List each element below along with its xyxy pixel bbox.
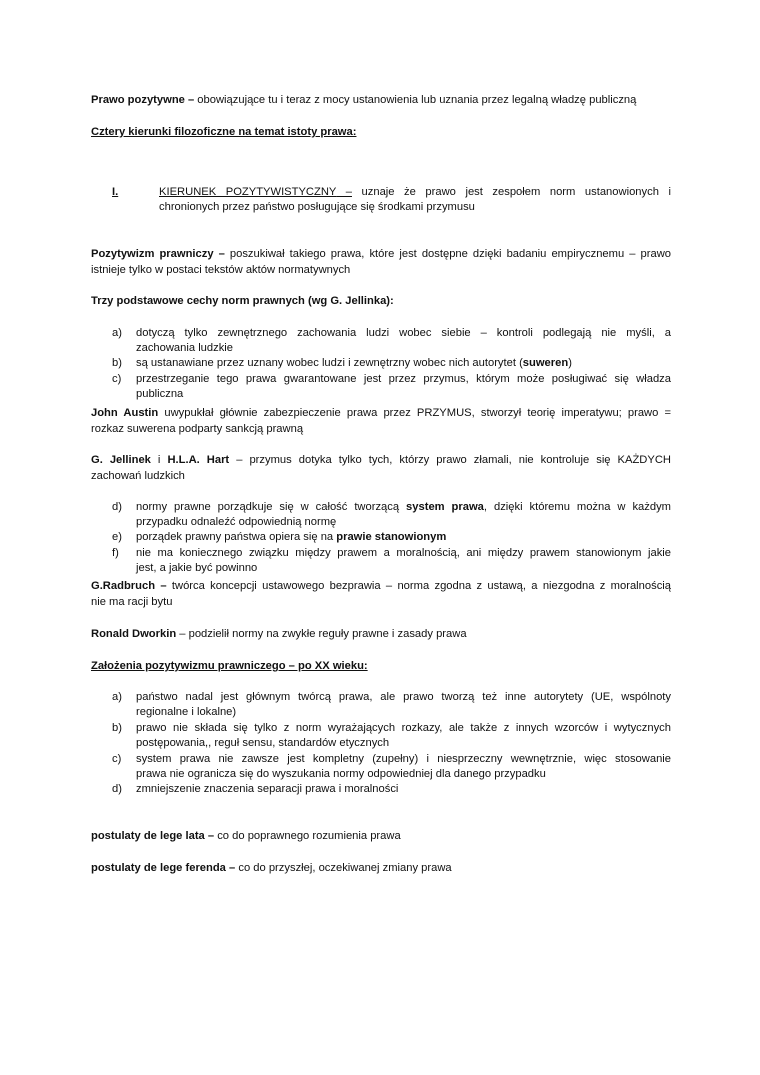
heading-cztery-kierunki: Cztery kierunki filozoficzne na temat istoty prawa: bbox=[91, 126, 357, 138]
paragraph-jellinek-hart: G. Jellinek i H.L.A. Hart – przymus dotyka tylko tych, którzy prawo złamali, nie kontroluje się KAŻDYCH zachowań ludzkich bbox=[91, 454, 672, 482]
roman-item-text: KIERUNEK POZYTYWISTYCZNY – uznaje że prawo jest zespołem norm ustanowionych i chronionych przez państwo posługujące się środkami przymusu bbox=[159, 186, 671, 213]
paragraph-radbruch: G.Radbruch – twórca koncepcji ustawowego bezprawia – norma zgodna z ustawą, a niezgodna z moralnością nie ma racji bytu bbox=[91, 580, 671, 608]
roman-list-item bbox=[91, 185, 671, 215]
term-pozytywizm: Pozytywizm prawniczy – bbox=[91, 248, 225, 260]
paragraph-prawo-pozytywne bbox=[91, 93, 671, 107]
definition-text: obowiązujące tu i teraz z mocy ustanowienia lub uznania przez legalną władzę publiczną bbox=[194, 94, 637, 106]
term-kierunek: KIERUNEK POZYTYWISTYCZNY bbox=[159, 186, 337, 198]
heading-zalozenia: Założenia pozytywizmu prawniczego – po XX wieku: bbox=[91, 660, 368, 672]
heading-trzy-cechy: Trzy podstawowe cechy norm prawnych (wg G. Jellinka): bbox=[91, 295, 394, 307]
term-prawo-pozytywne: Prawo pozytywne – bbox=[91, 94, 195, 106]
term-john-austin: John Austin bbox=[91, 407, 159, 419]
paragraph-de-lege-lata: postulaty de lege lata – co do poprawnego rozumienia prawa bbox=[91, 830, 401, 842]
paragraph-de-lege-ferenda: postulaty de lege ferenda – co do przyszłej, oczekiwanej zmiany prawa bbox=[91, 862, 452, 874]
roman-marker: I. bbox=[112, 186, 119, 198]
paragraph-john-austin: John Austin uwypukłał głównie zabezpieczenie prawa przez PRZYMUS, stworzył teorię imperatywu; prawo = rozkaz suwerena podparty sankcją prawną bbox=[91, 407, 671, 435]
paragraph-dworkin: Ronald Dworkin – podzielił normy na zwykłe reguły prawne i zasady prawa bbox=[91, 628, 467, 640]
paragraph-pozytywizm-prawniczy: Pozytywizm prawniczy – poszukiwał takiego prawa, które jest dostępne dzięki badaniu empirycznemu – prawo istnieje tylko w postaci tekstów aktów normatywnych bbox=[91, 248, 671, 276]
